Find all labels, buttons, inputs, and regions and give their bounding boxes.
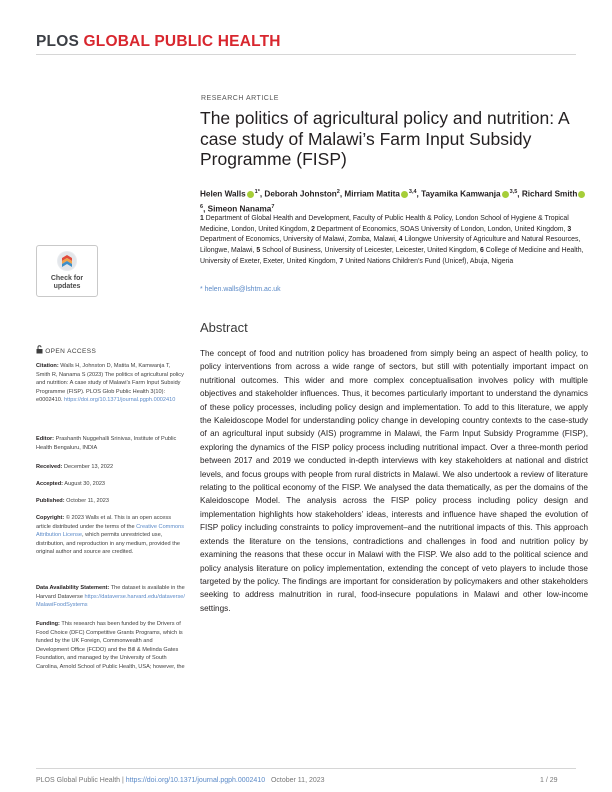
accepted-block	[36, 480, 186, 489]
refresh-badge-icon	[57, 251, 77, 271]
affiliation-number: 1	[200, 215, 204, 222]
license-link[interactable]: Creative Commons Attribution License	[36, 523, 185, 539]
author-separator: ,	[203, 204, 208, 214]
accepted-date: August 30, 2023	[64, 481, 106, 487]
affiliation-text: Lilongwe University of Agriculture and Natural Resources, Lilongwe, Malawi,	[200, 236, 581, 255]
abstract-heading: Abstract	[200, 320, 248, 335]
editor-block	[36, 435, 186, 452]
received-block	[36, 463, 186, 472]
journal-name: GLOBAL PUBLIC HEALTH	[83, 33, 281, 50]
accepted-label: Accepted:	[36, 481, 64, 487]
copyright-text-1: © 2023 Walls et al. This is an open access article distributed under the terms of the	[36, 515, 172, 530]
affiliation-text: Department of Global Health and Development, Faculty of Public Health & Policy, London School of Hygiene & Tropical Medicine, London, United Kingdom,	[200, 215, 569, 233]
open-access-badge	[36, 345, 96, 355]
author-affiliation-sup: 1*	[254, 189, 260, 195]
author-name: Mirriam Matita	[344, 189, 400, 199]
citation-label: Citation:	[36, 363, 59, 369]
header-rule	[36, 54, 576, 55]
copyright-text-2: , which permits unrestricted use, distribution, and reproduction in any medium, provided the original author and source are credited.	[36, 532, 180, 556]
published-date: October 11, 2023	[66, 498, 109, 504]
citation-text: Walls H, Johnston D, Matita M, Kamwanja T, Smith R, Nanama S (2023) The politics of agricultural policy and nutrition: A case study of Malawi’s Farm Input Subsidy Programme (FISP). PLOS Glob Public Health 3(10): e0002410.	[36, 363, 184, 404]
affiliation-number: 5	[256, 247, 261, 255]
author-separator: ,	[339, 189, 345, 199]
author-separator: ,	[416, 189, 422, 199]
author-separator: ,	[259, 189, 265, 199]
footer-doi-link[interactable]: https://doi.org/10.1371/journal.pgph.0002410	[125, 777, 266, 784]
affiliation-number: 4	[398, 236, 403, 244]
orcid-icon[interactable]	[502, 191, 509, 198]
author-name: Tayamika Kamwanja	[421, 189, 501, 199]
open-lock-icon	[36, 348, 45, 355]
citation-block	[36, 362, 186, 405]
article-type: RESEARCH ARTICLE	[201, 95, 279, 102]
received-label: Received:	[36, 464, 63, 470]
affiliation-text: Department of Economics, SOAS University of London, London, United Kingdom,	[316, 225, 566, 233]
check-updates-label: Check for updates	[50, 275, 84, 290]
footer-journal: PLOS Global Public Health	[36, 777, 121, 784]
author-name: Simeon Nanama	[207, 204, 272, 214]
corresponding-email[interactable]: * helen.walls@lshtm.ac.uk	[200, 286, 281, 293]
affiliation-list	[200, 214, 588, 268]
published-label: Published:	[36, 498, 65, 504]
published-block	[36, 497, 186, 506]
data-availability-block	[36, 584, 186, 610]
author-affiliation-sup: 3,5	[509, 189, 518, 195]
author-affiliation-sup: 2	[336, 189, 340, 195]
footer-date: October 11, 2023	[270, 777, 325, 784]
orcid-icon[interactable]	[247, 191, 254, 198]
funding-label: Funding:	[36, 621, 60, 627]
affiliation-text: School of Business, University of Leicester, Leicester, United Kingdom,	[262, 247, 479, 255]
journal-prefix: PLOS	[36, 33, 80, 50]
copyright-block	[36, 514, 186, 557]
funding-text: This research has been funded by the Drivers of Food Choice (DFC) Competitive Grants Programs, which is funded by the UK Foreign, Commonwealth and Development Office (FCDO) and the Bill & Melinda Gates Foundation, and managed by the University of South Carolina, Arnold School of Public Health, USA; however, the	[36, 621, 185, 670]
affiliation-text: Department of Economics, University of Malawi, Zomba, Malawi,	[200, 236, 397, 244]
author-affiliation-sup: 7	[271, 204, 275, 211]
affiliation-number: 6	[480, 247, 484, 255]
data-availability-label: Data Availability Statement:	[36, 585, 110, 591]
page-number: 1 / 29	[540, 777, 558, 784]
author-affiliation-sup: 3,4	[408, 189, 417, 195]
copyright-label: Copyright:	[36, 515, 65, 521]
article-title: The politics of agricultural policy and nutrition: A case study of Malawi’s Farm Input Subsidy Programme (FISP)	[200, 108, 569, 169]
author-name: Helen Walls	[200, 189, 246, 199]
open-access-label: OPEN ACCESS	[45, 348, 97, 355]
editor-text: Prashanth Nuggehalli Srinivas, Institute of Public Health Bengaluru, INDIA	[36, 436, 177, 451]
citation-doi-link[interactable]: https://doi.org/10.1371/journal.pgph.0002410	[64, 397, 176, 404]
affiliation-number: 7	[339, 257, 344, 265]
data-availability-text: The dataset is available in the Harvard Dataverse	[36, 585, 185, 600]
author-affiliation-sup: 6	[200, 204, 204, 211]
author-name: Deborah Johnston	[264, 189, 337, 199]
footer-separator: |	[120, 777, 126, 784]
author-separator: ,	[517, 189, 522, 199]
editor-label: Editor:	[36, 436, 55, 442]
check-for-updates-button[interactable]	[36, 245, 98, 297]
orcid-icon[interactable]	[578, 191, 585, 198]
received-date: December 13, 2022	[64, 464, 114, 470]
affiliation-text: United Nations Children’s Fund (Unicef), Abuja, Nigeria	[345, 257, 514, 265]
affiliation-number: 2	[311, 225, 315, 233]
author-list	[200, 186, 590, 216]
journal-logo	[36, 33, 281, 51]
footer-rule	[36, 768, 576, 769]
author-name: Richard Smith	[521, 189, 578, 199]
affiliation-number: 3	[567, 225, 572, 233]
abstract-text: The concept of food and nutrition policy has broadened from simply being an aspect of health policy, to policy interventions from across a wide range of sectors, but still with potentially important impact on nutritional outcomes. This wider and more complex conceptualisation involves policy with multiple objectives and stakeholder influences. Thus, it becomes particularly important to understand the dynamics of these policy processes, including policy design and implementation. To add to this literature, we apply the Kaleidoscope Model for understanding policy change in developing country contexts to the case-study of an agricultural input subsidy (AIS) programme in Malawi, the Farm Input Subsidy Programme (FISP), exploring the dynamics of the FISP policy process including nutritional impact. Over a three-month period between 2017 and 2019 we conducted in-depth interviews with key stakeholders at national and district levels, and focus groups with people from rural districts in Malawi. We also undertook a review of literature relating to the political economy of the FISP. We analysed the data thematically, as per the domains of the Kaleidoscope Model. The analysis across the FISP policy process including policy design and implementation highlights how stakeholders’ ideas, interests and influence have shaped the evolution of FISP policy including constraints to policy improvement–and the nutritional impacts of this. This approach extends the literature on the tensions, contradictions and challenges in food and nutrition policy by examining the reasons that these occur in Malawi with the FISP. We also add to the political science and policy analysis literature on policy implementation, extending the concept of veto players to include those targeted by the policy. The findings are important for consideration by policymakers and other stakeholders seeking to address malnutrition in rural, food-insecure populations in Malawi and other low-income settings.	[200, 349, 588, 613]
dataverse-link[interactable]: https://dataverse.harvard.edu/dataverse/MalawiFoodSystems	[36, 593, 185, 609]
funding-block	[36, 620, 186, 672]
orcid-icon[interactable]	[401, 191, 408, 198]
footer-citation	[36, 777, 325, 784]
affiliation-text: College of Medicine and Health, University of Exeter, Exeter, United Kingdom,	[200, 247, 584, 265]
